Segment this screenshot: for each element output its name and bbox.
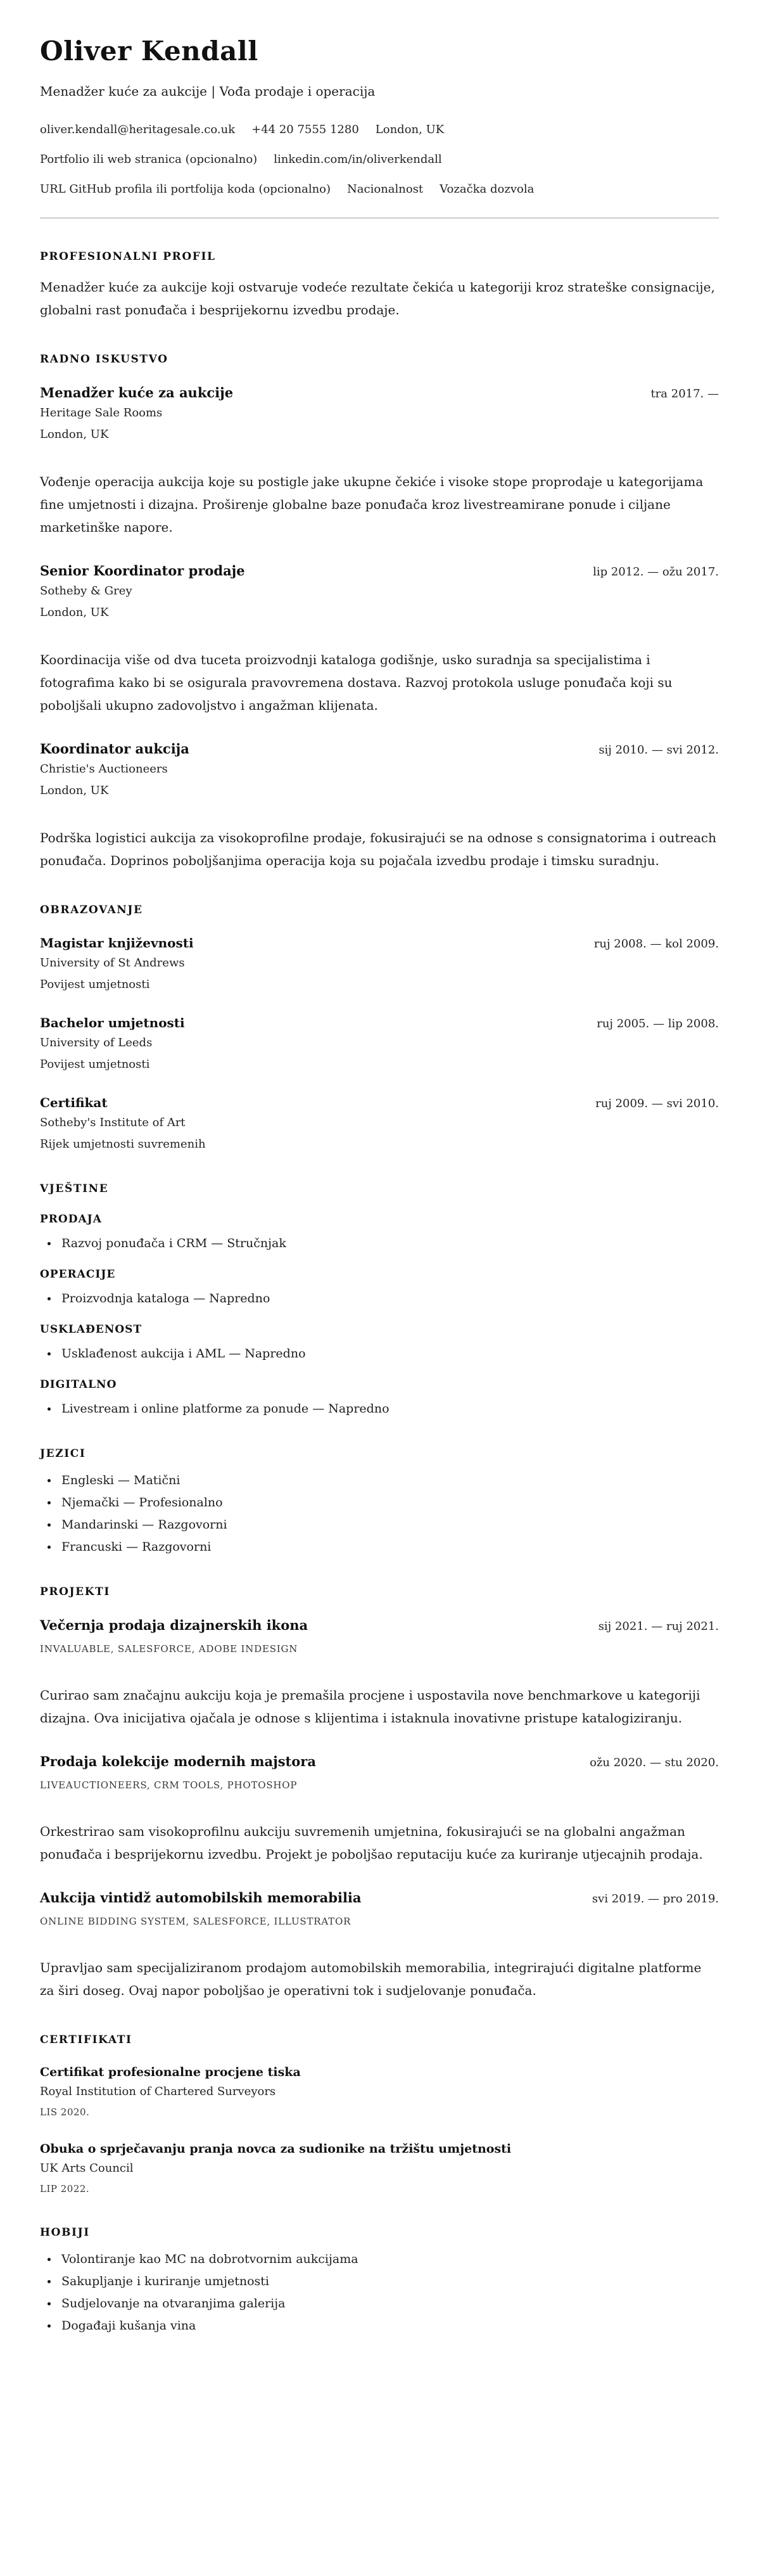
contact-row-1: [40, 123, 719, 136]
school-name: University of St Andrews: [40, 956, 185, 970]
job-title-row: [40, 741, 719, 757]
contact-row-3: [40, 183, 719, 196]
job-subtitle: Menadžer kuće za aukcije | Vođa prodaje i operacija: [40, 84, 376, 99]
phone-text: +44 20 7555 1280: [251, 123, 359, 137]
project-title: Večernja prodaja dizajnerskih ikona: [40, 1617, 308, 1634]
project-title-row: [40, 1617, 719, 1633]
project-date: svi 2019. — pro 2019.: [592, 1892, 719, 1906]
bullet-icon: [48, 1523, 51, 1527]
section-experience: [40, 353, 719, 872]
location-text: London, UK: [375, 123, 445, 137]
degree-title: Magistar književnosti: [40, 935, 194, 951]
section-heading-hobbies: HOBIJI: [40, 2226, 90, 2240]
certificate-title: Certifikat profesionalne procjene tiska: [40, 2065, 301, 2080]
job-title: Koordinator aukcija: [40, 741, 189, 757]
section-certificates: [40, 2034, 719, 2195]
section-profile: [40, 250, 719, 321]
job-location: London, UK: [40, 428, 109, 442]
language-item: [40, 1496, 719, 1509]
page-title: Oliver Kendall: [40, 35, 258, 67]
language-item: [40, 1473, 719, 1487]
language-item: [40, 1518, 719, 1532]
portfolio-text: Portfolio ili web stranica (opcionalno): [40, 153, 258, 167]
education-title-row: [40, 1095, 719, 1110]
bullet-icon: [48, 2324, 51, 2328]
section-heading-education: OBRAZOVANJE: [40, 904, 143, 917]
bullet-icon: [48, 2302, 51, 2305]
project-description: Orkestrirao sam visokoprofilnu aukciju suvremenih umjetnina, fokusirajući se na globalni angažman ponuđača i besprijekornu izvedbu. Projekt je poboljšao reputaciju kuće za kuriranje utjecajnih prodaja.: [40, 1824, 703, 1862]
hobby-item: [40, 2319, 719, 2333]
job-location: London, UK: [40, 784, 109, 798]
hobby-item-text: Događaji kušanja vina: [61, 2319, 196, 2333]
bullet-icon: [48, 1479, 51, 1482]
certificate-org: UK Arts Council: [40, 2162, 134, 2176]
bullet-icon: [48, 1407, 51, 1411]
job-company: Sotheby & Grey: [40, 584, 132, 598]
field-of-study: Povijest umjetnosti: [40, 1058, 150, 1072]
project-description: Curirao sam značajnu aukciju koja je premašila procjene i uspostavila nove benchmarkove u kategoriji dizajna. Ova inicijativa ojačala je odnose s klijentima i istaknula inovativne pristupe katalogiziranju.: [40, 1688, 700, 1726]
bullet-icon: [48, 2280, 51, 2283]
section-projects: [40, 1586, 719, 2002]
project-tools: LIVEAUCTIONEERS, CRM TOOLS, PHOTOSHOP: [40, 1779, 298, 1791]
license-text: Vozačka dozvola: [440, 183, 535, 196]
project-tools: INVALUABLE, SALESFORCE, ADOBE INDESIGN: [40, 1643, 298, 1655]
education-entry: [40, 1095, 719, 1151]
education-date: ruj 2008. — kol 2009.: [593, 937, 719, 951]
education-title-row: [40, 1015, 719, 1030]
field-of-study: Rijek umjetnosti suvremenih: [40, 1137, 206, 1151]
hobby-item: [40, 2297, 719, 2310]
bullet-icon: [48, 1501, 51, 1504]
skill-item: [40, 1291, 719, 1305]
email-text: oliver.kendall@heritagesale.co.uk: [40, 123, 236, 137]
project-title: Prodaja kolekcije modernih majstora: [40, 1753, 316, 1770]
language-item-text: Engleski — Matični: [61, 1473, 180, 1488]
project-date: ožu 2020. — stu 2020.: [590, 1756, 719, 1770]
skill-item-text: Usklađenost aukcija i AML — Napredno: [61, 1347, 306, 1361]
profile-text: Menadžer kuće za aukcije koji ostvaruje vodeće rezultate čekića u kategoriji kroz strateške consignacije, globalni rast ponuđača i besprijekornu izvedbu prodaje.: [40, 279, 715, 318]
certificate-date: LIP 2022.: [40, 2183, 90, 2195]
language-item-text: Francuski — Razgovorni: [61, 1540, 212, 1554]
job-title-row: [40, 385, 719, 400]
education-date: ruj 2005. — lip 2008.: [597, 1017, 719, 1031]
education-date: ruj 2009. — svi 2010.: [595, 1097, 719, 1111]
project-date: sij 2021. — ruj 2021.: [598, 1620, 719, 1634]
job-description: Koordinacija više od dva tuceta proizvodnji kataloga godišnje, usko suradnja sa specijalistima i fotografima kako bi se osigurala pravovremena dostava. Razvoj protokola usluge ponuđača koji su poboljšali ukupno zadovoljstvo i angažman klijenata.: [40, 652, 673, 714]
job-date: lip 2012. — ožu 2017.: [593, 565, 719, 579]
certificate-date: LIS 2020.: [40, 2106, 90, 2118]
school-name: University of Leeds: [40, 1036, 153, 1050]
certificate-entry: [40, 2065, 719, 2118]
job-description: Vođenje operacija aukcija koje su postigle jake ukupne čekiće i visoke stope proprodaje u kategorijama fine umjetnosti i dizajna. Proširenje globalne baze ponuđača kroz livestreamirane ponude i ciljane marketinške napore.: [40, 474, 704, 535]
language-item-text: Mandarinski — Razgovorni: [61, 1518, 227, 1532]
certificate-entry: [40, 2142, 719, 2195]
skill-item-text: Proizvodnja kataloga — Napredno: [61, 1291, 270, 1306]
skill-group-label: OPERACIJE: [40, 1268, 116, 1281]
section-heading-certificates: CERTIFIKATI: [40, 2034, 132, 2047]
project-title-row: [40, 1890, 719, 1906]
section-heading-languages: JEZICI: [40, 1447, 86, 1461]
project-title-row: [40, 1753, 719, 1769]
bullet-icon: [48, 1242, 51, 1245]
section-hobbies: [40, 2226, 719, 2333]
github-text: URL GitHub profila ili portfolija koda (opcionalno): [40, 183, 331, 196]
education-entry: [40, 1015, 719, 1071]
hobby-item-text: Sudjelovanje na otvaranjima galerija: [61, 2297, 286, 2311]
skill-item-text: Razvoj ponuđača i CRM — Stručnjak: [61, 1236, 286, 1251]
job-entry: [40, 563, 719, 717]
bullet-icon: [48, 2258, 51, 2261]
skill-item: [40, 1347, 719, 1361]
job-description: Podrška logistici aukcija za visokoprofilne prodaje, fokusirajući se na odnose s consignatorima i outreach ponuđača. Doprinos poboljšanjima operacija koja su pojačala izvedbu prodaje i timsku suradnju.: [40, 830, 716, 869]
job-company: Christie's Auctioneers: [40, 762, 168, 776]
section-education: [40, 904, 719, 1151]
job-company: Heritage Sale Rooms: [40, 406, 163, 420]
job-location: London, UK: [40, 606, 109, 620]
skill-item-text: Livestream i online platforme za ponude — Napredno: [61, 1402, 390, 1416]
job-entry: [40, 741, 719, 872]
hobby-item: [40, 2274, 719, 2288]
section-heading-skills: VJEŠTINE: [40, 1182, 109, 1196]
divider: [40, 217, 719, 219]
job-title: Menadžer kuće za aukcije: [40, 385, 234, 401]
certificate-org: Royal Institution of Chartered Surveyors: [40, 2085, 276, 2099]
project-title: Aukcija vintidž automobilskih memorabilia: [40, 1890, 362, 1906]
skill-group-label: USKLAĐENOST: [40, 1323, 142, 1336]
certificate-title: Obuka o sprječavanju pranja novca za sudionike na tržištu umjetnosti: [40, 2142, 512, 2156]
skill-item: [40, 1236, 719, 1250]
section-skills: [40, 1182, 719, 1416]
bullet-icon: [48, 1546, 51, 1549]
skill-group-label: DIGITALNO: [40, 1378, 117, 1392]
section-languages: [40, 1447, 719, 1554]
field-of-study: Povijest umjetnosti: [40, 978, 150, 992]
job-title: Senior Koordinator prodaje: [40, 563, 245, 579]
language-item: [40, 1540, 719, 1554]
education-entry: [40, 935, 719, 991]
contact-row-2: [40, 153, 719, 166]
section-heading-profile: PROFESIONALNI PROFIL: [40, 250, 216, 264]
project-entry: [40, 1617, 719, 1729]
bullet-icon: [48, 1297, 51, 1300]
job-date: sij 2010. — svi 2012.: [598, 743, 719, 757]
project-tools: ONLINE BIDDING SYSTEM, SALESFORCE, ILLUSTRATOR: [40, 1916, 352, 1928]
project-entry: [40, 1890, 719, 2002]
linkedin-text: linkedin.com/in/oliverkendall: [274, 153, 442, 167]
bullet-icon: [48, 1352, 51, 1355]
hobby-item: [40, 2252, 719, 2266]
skill-group-label: PRODAJA: [40, 1213, 102, 1226]
degree-title: Bachelor umjetnosti: [40, 1015, 185, 1031]
hobby-item-text: Volontiranje kao MC na dobrotvornim aukcijama: [61, 2252, 358, 2267]
language-item-text: Njemački — Profesionalno: [61, 1496, 223, 1510]
section-heading-projects: PROJEKTI: [40, 1586, 110, 1599]
project-description: Upravljao sam specijaliziranom prodajom automobilskih memorabilia, integrirajući digitalne platforme za širi doseg. Ovaj napor poboljšao je operativni tok i sudjelovanje ponuđača.: [40, 1960, 702, 1999]
degree-title: Certifikat: [40, 1095, 108, 1111]
education-title-row: [40, 935, 719, 951]
hobby-item-text: Sakupljanje i kuriranje umjetnosti: [61, 2274, 269, 2289]
school-name: Sotheby's Institute of Art: [40, 1116, 186, 1130]
job-entry: [40, 385, 719, 539]
project-entry: [40, 1753, 719, 1866]
section-heading-experience: RADNO ISKUSTVO: [40, 353, 168, 366]
job-date: tra 2017. —: [650, 387, 719, 401]
skill-item: [40, 1402, 719, 1416]
job-title-row: [40, 563, 719, 579]
nationality-text: Nacionalnost: [347, 183, 424, 196]
